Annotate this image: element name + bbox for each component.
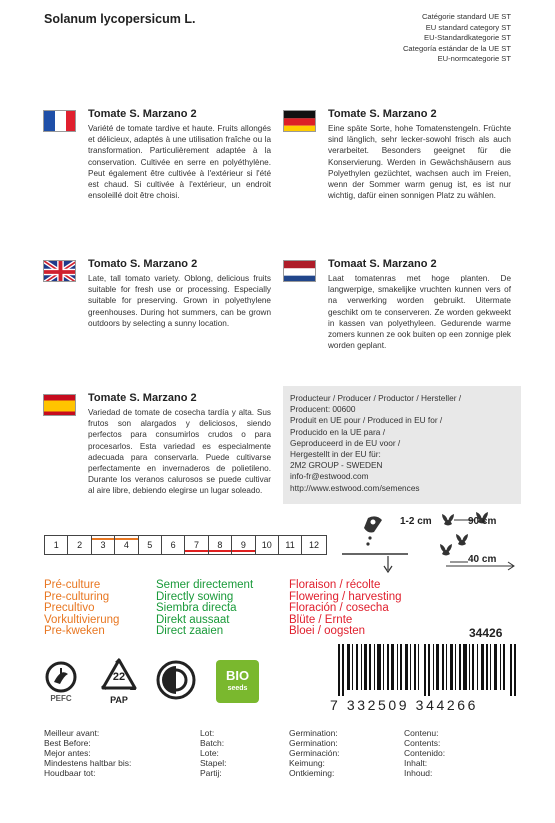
flowering-label: Floración / cosecha bbox=[289, 602, 389, 614]
contents-labels bbox=[404, 728, 445, 778]
bio-seeds-label: seeds bbox=[227, 685, 248, 692]
preculture-label: Vorkultivierung bbox=[44, 613, 120, 626]
title-fr: Tomate S. Marzano 2 bbox=[88, 108, 197, 120]
contents-label: Inhoud: bbox=[404, 768, 433, 778]
calendar-month: 6 bbox=[162, 536, 185, 554]
producer-line: Producent: 00600 bbox=[290, 404, 356, 415]
producer-line: Geproduceerd in de EU voor / bbox=[290, 437, 401, 448]
text-nl: Laat tomatenras met hoge planten. De langwerpige, smakelijke vruchten kunnen vers of na verwerking worden gebruikt. Uitermate geschikt om te conserveren. Ze worden gekweekt in kassen van polyethyleen. Gedurende warme zomers kunnen ze ook buiten op een zonnige plek worden geplant. bbox=[328, 274, 511, 351]
lot-label: Lote: bbox=[200, 748, 219, 758]
category-line: Categoría estándar de la UE ST bbox=[402, 43, 511, 53]
producer-line: Producido en la UE para / bbox=[290, 426, 386, 437]
direct-sowing-label: Semer directement bbox=[156, 579, 254, 591]
germination-label: Germination: bbox=[289, 738, 338, 748]
contents-label: Contenido: bbox=[404, 748, 446, 758]
preculture-label: Pré-culture bbox=[44, 579, 101, 591]
germination-labels bbox=[289, 728, 340, 778]
contents-label: Inhalt: bbox=[404, 758, 428, 768]
title-de: Tomate S. Marzano 2 bbox=[328, 108, 437, 120]
flowering-legend bbox=[289, 580, 402, 638]
sowing-calendar bbox=[44, 535, 327, 555]
direct-sowing-label: Direct zaaien bbox=[156, 625, 224, 637]
producer-box bbox=[283, 386, 521, 504]
flowering-label: Bloei / oogsten bbox=[289, 625, 366, 637]
calendar-month: 4 bbox=[115, 536, 138, 554]
species-name: Solanum lycopersicum L. bbox=[44, 12, 196, 26]
flag-germany-icon bbox=[283, 110, 316, 132]
calendar-month: 1 bbox=[45, 536, 68, 554]
germination-label: Ontkieming: bbox=[289, 768, 335, 778]
calendar-month: 7 bbox=[185, 536, 208, 554]
lot-labels bbox=[200, 728, 226, 778]
pap-number: 22 bbox=[112, 671, 126, 683]
best-before-labels bbox=[44, 728, 131, 778]
flag-uk-icon bbox=[43, 260, 76, 282]
producer-line: 2M2 GROUP - SWEDEN bbox=[290, 460, 383, 471]
direct-sowing-label: Directly sowing bbox=[156, 590, 234, 603]
best-before-label: Mejor antes: bbox=[44, 748, 91, 758]
direct-sowing-legend bbox=[156, 580, 253, 638]
bio-seeds-logo-icon bbox=[216, 660, 259, 703]
lot-label: Lot: bbox=[200, 728, 215, 738]
green-dot-logo-icon bbox=[156, 660, 196, 700]
pap-label: PAP bbox=[110, 695, 128, 705]
flag-spain-icon bbox=[43, 394, 76, 416]
text-de: Eine späte Sorte, hohe Tomatenstengeln. Früchte sind länglich, sehr lecker-sowohl frisch als auch verarbeitet. Besonders geeignet für die Konservierung. Werden in Gewächshäusern aus Polyethylen gezüchtet, wachsen auch im Freien, wenn der Sommer warm genug ist, es ist nur wichtig, dafür einen sonnigen Platz zu wählen. bbox=[328, 124, 511, 201]
flag-netherlands-icon bbox=[283, 260, 316, 282]
text-es: Variedad de tomate de cosecha tardía y alta. Sus frutos son alargados y deliciosos, siendo perfectos para consumirlos crudos o para procesarlos. Esta variedad es especialmente adecuada para conservarla. Puede cultivarse perfectamente en invernaderos de polietileno. Durante los veranos calurosos se puede cultivar al aire libre, debiendo elegirse un lugar soleado. bbox=[88, 408, 271, 496]
title-es: Tomate S. Marzano 2 bbox=[88, 392, 197, 404]
barcode-number: 7 332509 344266 bbox=[330, 697, 478, 713]
category-line: EU-Standardkategorie ST bbox=[424, 33, 511, 42]
product-code: 34426 bbox=[469, 626, 503, 640]
pefc-label: PEFC bbox=[50, 694, 72, 703]
category-line: Catégorie standard UE ST bbox=[421, 12, 511, 21]
best-before-label: Houdbaar tot: bbox=[44, 768, 96, 778]
direct-sowing-label: Siembra directa bbox=[156, 602, 237, 614]
text-fr: Variété de tomate tardive et haute. Fruits allongés et délicieux, adaptés à une utilisation fraîche ou la transformation. Particulièrement adaptée à la conservation. Cultivée en serre en polyéthylène. Peut également être cultivée à l'extérieur si l'été est chaud. Si cultivée à l'extérieur, un endroit ensoleillé doit être choisi. bbox=[88, 124, 271, 201]
text-en: Late, tall tomato variety. Oblong, delicious fruits suitable for fresh use or processing. Especially suitable for preserving. Grown in polyethylene greenhouses. During hot summers, can be grown outdoors by selecting a sunny location. bbox=[88, 274, 271, 328]
lot-label: Stapel: bbox=[200, 758, 227, 768]
preculture-label: Pre-culturing bbox=[44, 590, 110, 603]
germination-label: Germination: bbox=[289, 728, 338, 738]
calendar-month: 11 bbox=[279, 536, 302, 554]
calendar-month: 2 bbox=[68, 536, 91, 554]
producer-line: Hergestellt in der EU für: bbox=[290, 449, 381, 460]
germination-label: Keimung: bbox=[289, 758, 325, 768]
flowering-label: Flowering / harvesting bbox=[289, 590, 402, 603]
bio-label: BIO bbox=[225, 668, 250, 683]
preculture-label: Precultivo bbox=[44, 602, 95, 614]
producer-url: http://www.estwood.com/semences bbox=[290, 482, 420, 493]
contents-label: Contents: bbox=[404, 738, 441, 748]
flowering-label: Blüte / Ernte bbox=[289, 613, 353, 626]
calendar-month: 12 bbox=[308, 540, 319, 550]
sowing-depth-label: 1-2 cm bbox=[400, 516, 432, 527]
producer-line: Producteur / Producer / Productor / Hersteller / bbox=[290, 393, 462, 403]
category-line: EU standard category ST bbox=[425, 22, 511, 32]
lot-label: Batch: bbox=[200, 738, 225, 748]
lot-label: Partij: bbox=[200, 768, 222, 778]
direct-sowing-label: Direkt aussaat bbox=[156, 613, 230, 626]
best-before-label: Mindestens haltbar bis: bbox=[44, 758, 132, 768]
title-en: Tomato S. Marzano 2 bbox=[88, 258, 198, 270]
preculture-legend bbox=[44, 580, 119, 638]
preculture-label: Pre-kweken bbox=[44, 625, 105, 637]
category-list bbox=[403, 12, 511, 65]
calendar-month: 8 bbox=[209, 536, 232, 554]
germination-label: Germinación: bbox=[289, 748, 340, 758]
producer-line: Produit en UE pour / Produced in EU for / bbox=[290, 415, 443, 426]
calendar-month: 9 bbox=[232, 536, 255, 554]
best-before-label: Meilleur avant: bbox=[44, 728, 100, 738]
calendar-month: 10 bbox=[256, 536, 279, 554]
plant-spacing-label: 40 cm bbox=[468, 554, 497, 565]
calendar-month: 3 bbox=[92, 536, 115, 554]
barcode-bars bbox=[338, 644, 516, 696]
producer-email: info-fr@estwood.com bbox=[290, 471, 369, 482]
calendar-month: 5 bbox=[139, 536, 162, 554]
category-line: EU-normcategorie ST bbox=[437, 54, 511, 63]
best-before-label: Best Before: bbox=[44, 738, 91, 748]
flag-france-icon bbox=[43, 110, 76, 132]
flowering-label: Floraison / récolte bbox=[289, 579, 381, 591]
title-nl: Tomaat S. Marzano 2 bbox=[328, 258, 437, 270]
pefc-logo-icon bbox=[42, 660, 80, 704]
row-spacing-label: 90 cm bbox=[468, 516, 497, 527]
recycle-pap-logo-icon bbox=[98, 656, 140, 708]
contents-label: Contenu: bbox=[404, 728, 439, 738]
